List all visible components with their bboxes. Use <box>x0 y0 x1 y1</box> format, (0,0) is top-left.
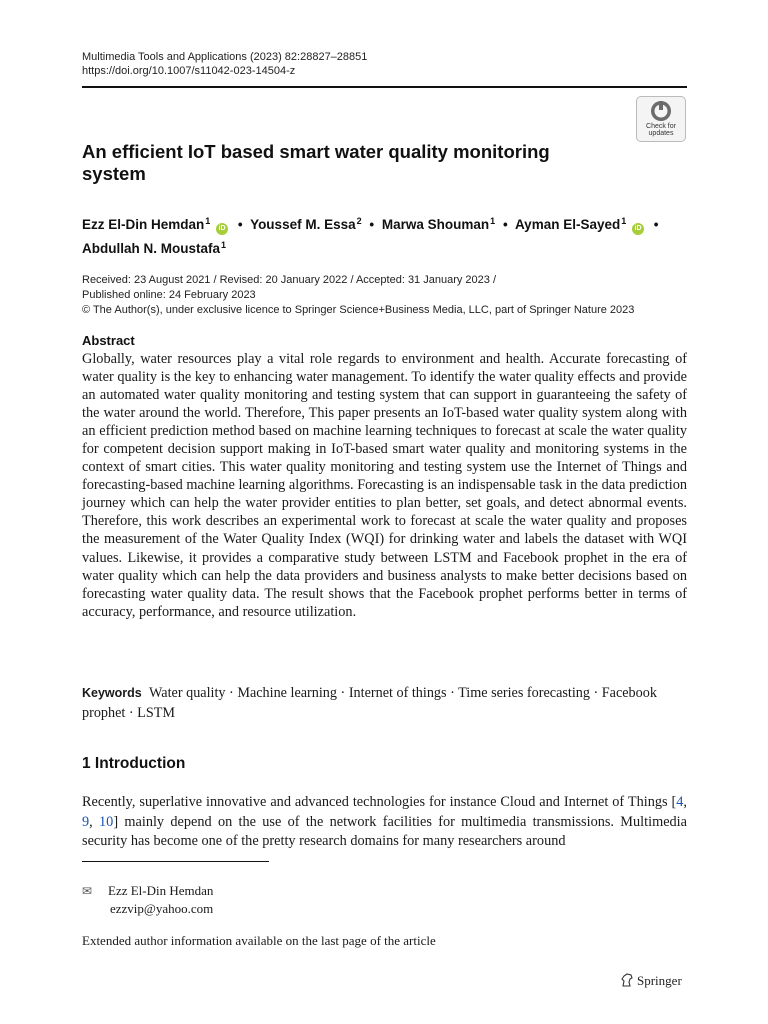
check-updates-icon <box>650 100 672 122</box>
keywords-heading: Keywords <box>82 686 142 700</box>
springer-horse-icon <box>620 973 634 987</box>
author-name[interactable]: Ayman El-Sayed <box>514 217 621 232</box>
header-rule <box>82 86 687 88</box>
author-affiliation: 1 <box>205 216 211 226</box>
journal-header <box>82 50 367 78</box>
corresponding-email[interactable]: ezzvip@yahoo.com <box>110 901 214 916</box>
introduction-paragraph: Recently, superlative innovative and advanced technologies for instance Cloud and Internet of Things [4, 9, 10] mainly depend on the use of the network facilities for multimedia transmissions. Multimedia security has become one of the pretty research domains for many researchers around <box>82 794 688 849</box>
author-name[interactable]: Ezz El-Din Hemdan <box>82 217 205 232</box>
author-separator: • <box>369 217 375 232</box>
orcid-icon[interactable]: iD <box>632 223 644 235</box>
author-separator: • <box>653 217 659 232</box>
corresponding-author <box>82 882 213 917</box>
paper-title: An efficient IoT based smart water quality monitoring system <box>82 141 550 184</box>
footnote-rule <box>82 861 269 862</box>
section-heading-introduction: 1 Introduction <box>82 755 186 772</box>
author-affiliation: 1 <box>490 216 496 226</box>
author-affiliation: 2 <box>356 216 362 226</box>
springer-logo <box>620 973 682 989</box>
author-list <box>82 211 687 259</box>
doi-link[interactable]: https://doi.org/10.1007/s11042-023-14504-z <box>82 65 296 77</box>
author-name[interactable]: Abdullah N. Moustafa <box>82 241 220 256</box>
badge-label-2: updates <box>648 130 674 137</box>
envelope-icon: ✉ <box>82 884 93 898</box>
orcid-icon[interactable]: iD <box>216 223 228 235</box>
citation-link[interactable]: 10 <box>99 813 114 830</box>
copyright-notice: © The Author(s), under exclusive licence to Springer Science+Business Media, LLC, part of Springer Nature 2023 <box>82 304 635 316</box>
keywords-list: Water quality · Machine learning · Internet of things · Time series forecasting · Facebook prophet · LSTM <box>82 685 657 721</box>
dates-line: Received: 23 August 2021 / Revised: 20 January 2022 / Accepted: 31 January 2023 / <box>82 274 497 286</box>
intro-text-before: Recently, superlative innovative and advanced technologies for instance Cloud and Internet of Things [ <box>82 794 677 810</box>
author-name[interactable]: Youssef M. Essa <box>250 217 356 232</box>
keywords-block <box>82 683 687 723</box>
published-online: Published online: 24 February 2023 <box>82 289 256 301</box>
publication-dates <box>82 273 687 318</box>
author-affiliation: 1 <box>221 240 227 250</box>
abstract-heading: Abstract <box>82 333 135 348</box>
author-separator: • <box>237 217 243 232</box>
extended-author-info: Extended author information available on the last page of the article <box>82 933 436 948</box>
intro-text-after: ] mainly depend on the use of the network facilities for multimedia transmissions. Multimedia security has become one of the pretty research domains for many researchers around <box>82 813 688 849</box>
publisher-name: Springer <box>637 973 682 988</box>
author-separator: • <box>502 217 508 232</box>
badge-label-1: Check for <box>646 123 676 130</box>
citation-link[interactable]: 4 <box>676 794 684 810</box>
author-name[interactable]: Marwa Shouman <box>381 217 490 232</box>
author-affiliation: 1 <box>621 216 627 226</box>
citation-link[interactable]: 9 <box>82 813 90 830</box>
journal-citation: Multimedia Tools and Applications (2023) 82:28827–28851 <box>82 51 368 63</box>
abstract-text: Globally, water resources play a vital role regards to environment and health. Accurate forecasting of water quality is the key to enhancing water management. To identify the water quality effects and provide an automated water quality monitoring and testing system that can support in guaranteeing the safety of the water around the world. Therefore, This paper presents an IoT-based water quality system along with an efficient prediction method based on machine learning techniques to forecast at scale the water quality for competent decision support making in IoT-based smart water quality and monitoring systems in the context of smart cities. This water quality monitoring and testing system use the Internet of Things and forecasting-based machine learning algorithms. Forecasting is an indispensable task in the data prediction journey which can help the water provider entities to plan better, set goals, and detect abnormal events. Therefore, this work describes an experimental work to forecast at scale the water quality and proposes the measurement of the Water Quality Index (WQI) for drinking water and labels the dataset with WQI values. Likewise, it provides a comparative study between LSTM and Facebook prophet in the era of water quality which can help the data providers and business analysts to make better decisions based on forecasting water quality data. The result shows that the Facebook prophet performs better in terms of accuracy, performance, and resource utilization. <box>82 351 687 620</box>
corresponding-name: Ezz El-Din Hemdan <box>108 883 214 898</box>
check-for-updates-badge[interactable] <box>636 96 686 142</box>
